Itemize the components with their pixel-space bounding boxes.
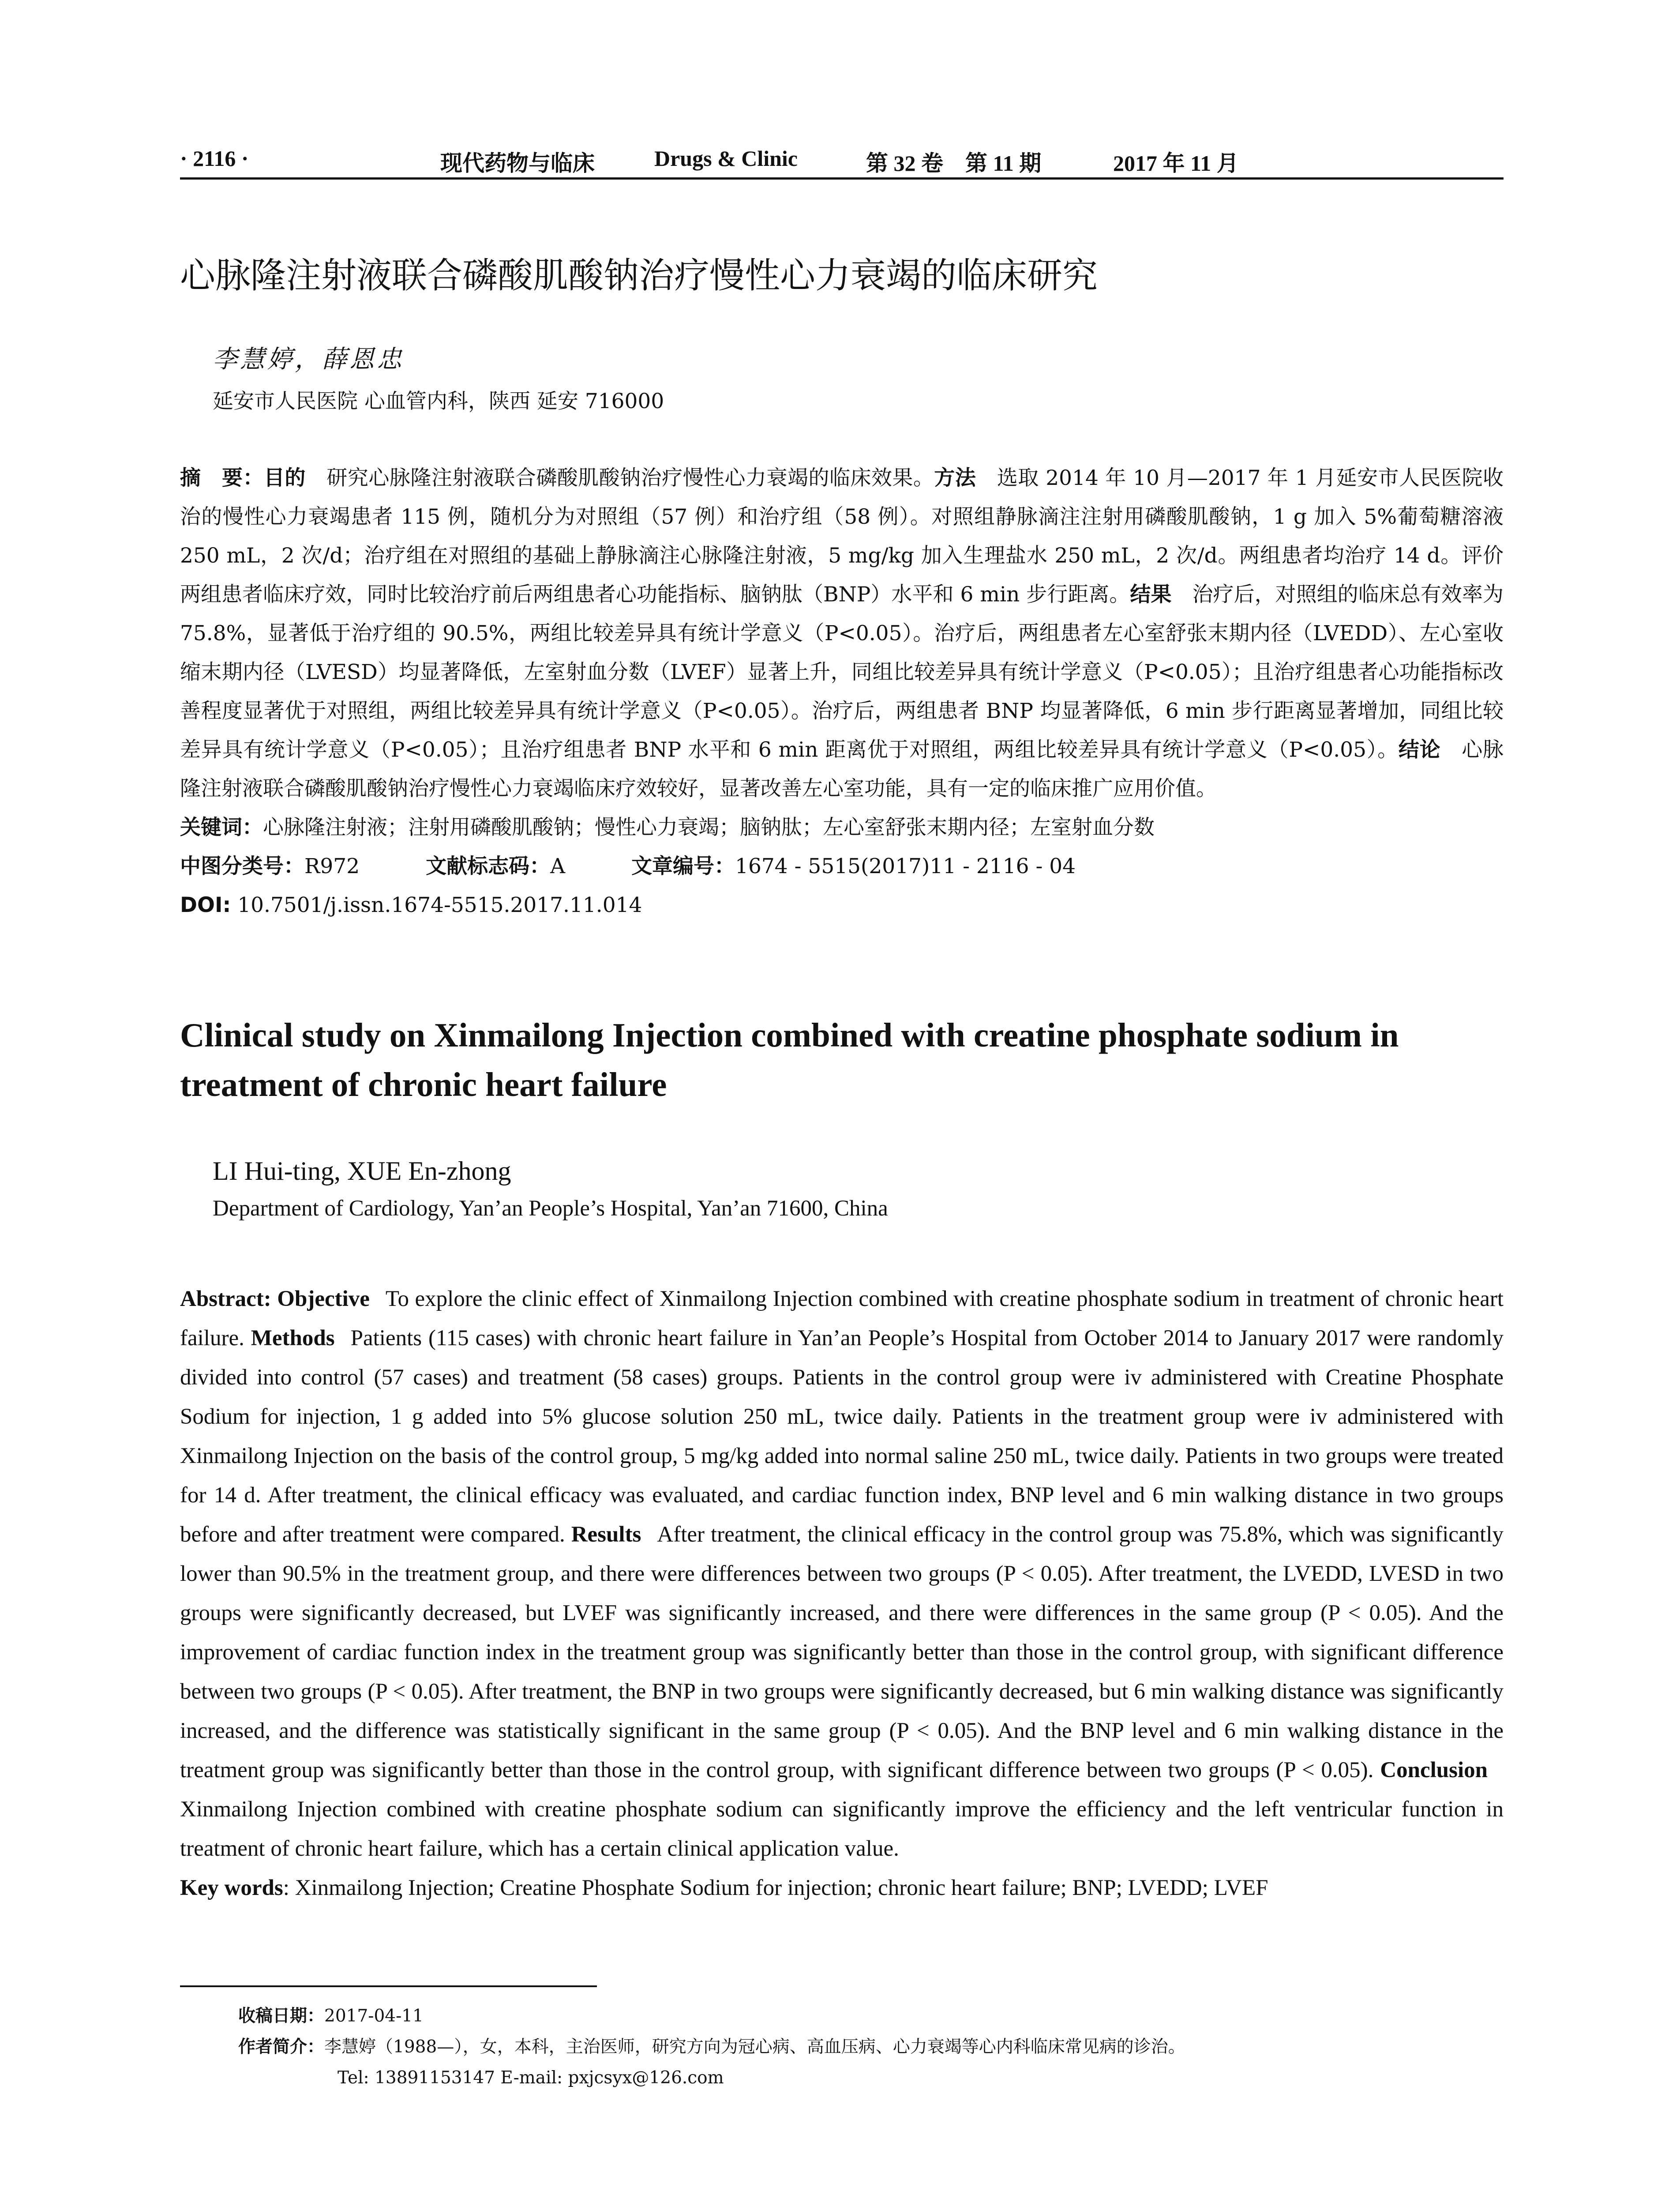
conclusion-text: 心脉隆注射液联合磷酸肌酸钠治疗慢性心力衰竭临床疗效较好，显著改善左心室功能，具有一定的临床推广应用价值。 bbox=[180, 738, 1504, 801]
journal-name-cn: 现代药物与临床 bbox=[440, 151, 595, 176]
article-number-value: 1674 - 5515(2017)11 - 2116 - 04 bbox=[735, 854, 1076, 878]
footnote-rule bbox=[180, 1985, 597, 1987]
chinese-abstract-block bbox=[180, 459, 1504, 925]
doi-label: DOI: bbox=[180, 893, 231, 917]
journal-name-en: Drugs & Clinic bbox=[654, 146, 798, 171]
contact-line: Tel: 13891153147 E-mail: pxjcsyx@126.com bbox=[338, 2068, 724, 2088]
english-keywords bbox=[180, 1868, 1504, 1908]
doi-value: 10.7501/j.issn.1674-5515.2017.11.014 bbox=[231, 893, 642, 917]
abstract-label: 摘 要： bbox=[180, 466, 264, 490]
clc-value: R972 bbox=[304, 854, 360, 878]
en-methods-label: Methods bbox=[251, 1326, 335, 1351]
english-authors: LI Hui-ting, XUE En-zhong bbox=[213, 1156, 511, 1186]
clc-label: 中图分类号： bbox=[180, 854, 304, 878]
en-methods-text: Patients (115 cases) with chronic heart failure in Yan’an People’s Hospital from October 2014 to January 2017 were randomly divided into control (57 cases) and treatment (58 cases) groups. Patients in the control group were iv administered with Creatine Phosphate Sodium for injection, 1 g added into 5% glucose solution 250 mL, twice daily. Patients in the treatment group were iv administered with Xinmailong Injection on the basis of the control group, 5 mg/kg added into normal saline 250 mL, twice daily. Patients in two groups were treated for 14 d. After treatment, the clinical efficacy was evaluated, and cardiac function index, BNP level and 6 min walking distance in two groups before and after treatment were compared. bbox=[180, 1326, 1504, 1547]
footnote bbox=[238, 2001, 1429, 2093]
bio-label: 作者简介： bbox=[238, 2037, 325, 2057]
en-keywords-label: Key words bbox=[180, 1876, 283, 1900]
en-objective-text: To explore the clinic effect of Xinmailong Injection combined with creatine phosphate sodium in treatment of chronic heart failure. bbox=[180, 1287, 1504, 1351]
en-results-text: After treatment, the clinical efficacy in the control group was 75.8%, which was significantly lower than 90.5% in the treatment group, and there were differences between two groups (P < 0.05). After treatment, the LVEDD, LVESD in two groups were significantly decreased, but LVEF was significantly increased, and there were differences in the same group (P < 0.05). And the improvement of cardiac function index in the treatment group was significantly better than those in the control group, with significant difference between two groups (P < 0.05). After treatment, the BNP in two groups were significantly decreased, but 6 min walking distance was significantly increased, and the difference was statistically significant in the same group (P < 0.05). And the BNP level and 6 min walking distance in the treatment group was significantly better than those in the control group, with significant difference between two groups (P < 0.05). bbox=[180, 1522, 1504, 1782]
english-affiliation: Department of Cardiology, Yan’an People’s Hospital, Yan’an 71600, China bbox=[213, 1196, 888, 1221]
doccode-value: A bbox=[550, 854, 566, 878]
received-label: 收稿日期： bbox=[238, 2006, 325, 2026]
english-abstract-block bbox=[180, 1279, 1504, 1908]
objective-text: 研究心脉隆注射液联合磷酸肌酸钠治疗慢性心力衰竭的临床效果。 bbox=[305, 466, 934, 490]
chinese-authors: 李慧婷，薛恩忠 bbox=[213, 345, 404, 374]
results-label: 结果 bbox=[1130, 582, 1172, 607]
results-text: 治疗后，对照组的临床总有效率为 75.8%，显著低于治疗组的 90.5%，两组比较差异具有统计学意义（P<0.05）。治疗后，两组患者左心室舒张末期内径（LVEDD）、左心室收缩末期内径（LVESD）均显著降低，左室射血分数（LVEF）显著上升，同组比较差异具有统计学意义（P<0.05）；且治疗组患者心功能指标改善程度显著优于对照组，两组比较差异具有统计学意义（P<0.05）。治疗后，两组患者 BNP 均显著降低，6 min 步行距离显著增加，同组比较差异具有统计学意义（P<0.05）；且治疗组患者 BNP 水平和 6 min 距离优于对照组，两组比较差异具有统计学意义（P<0.05）。 bbox=[180, 582, 1504, 762]
received-date-line bbox=[238, 2001, 1429, 2032]
english-abstract bbox=[180, 1279, 1504, 1868]
conclusion-label: 结论 bbox=[1398, 738, 1441, 762]
keywords-label: 关键词： bbox=[180, 815, 263, 840]
chinese-abstract bbox=[180, 459, 1504, 808]
en-abstract-label: Abstract: Objective bbox=[180, 1287, 370, 1311]
author-bio: 李慧婷（1988—），女，本科，主治医师，研究方向为冠心病、高血压病、心力衰竭等心内科临床常见病的诊治。 bbox=[324, 2037, 1185, 2057]
keywords-text: 心脉隆注射液；注射用磷酸肌酸钠；慢性心力衰竭；脑钠肽；左心室舒张末期内径；左室射血分数 bbox=[263, 815, 1155, 840]
objective-label: 目的 bbox=[263, 466, 306, 490]
doccode-label: 文献标志码： bbox=[426, 854, 551, 878]
classification-line bbox=[180, 847, 1504, 886]
en-conclusion-label: Conclusion bbox=[1380, 1758, 1488, 1782]
header-rule bbox=[180, 177, 1504, 180]
chinese-title: 心脉隆注射液联合磷酸肌酸钠治疗慢性心力衰竭的临床研究 bbox=[180, 255, 1098, 296]
volume-issue: 第 32 卷 第 11 期 bbox=[866, 151, 1042, 176]
issue-date: 2017 年 11 月 bbox=[1113, 151, 1239, 176]
english-title: Clinical study on Xinmailong Injection combined with creatine phosphate sodium in treatment of chronic heart failure bbox=[180, 1016, 1399, 1103]
methods-label: 方法 bbox=[934, 466, 976, 490]
running-header bbox=[180, 140, 1504, 180]
article-number-label: 文章编号： bbox=[631, 854, 735, 878]
en-conclusion-text: Xinmailong Injection combined with creatine phosphate sodium can significantly improve the efficiency and the left ventricular function in treatment of chronic heart failure, which has a certain clinical application value. bbox=[180, 1797, 1504, 1861]
author-bio-line bbox=[238, 2032, 1429, 2063]
doi-line bbox=[180, 886, 1504, 925]
chinese-affiliation: 延安市人民医院 心血管内科，陕西 延安 716000 bbox=[213, 389, 664, 413]
received-date: 2017-04-11 bbox=[324, 2006, 424, 2026]
chinese-keywords bbox=[180, 808, 1504, 847]
en-results-label: Results bbox=[571, 1522, 641, 1547]
en-keywords-text: : Xinmailong Injection; Creatine Phosphate Sodium for injection; chronic heart failure; BNP; LVEDD; LVEF bbox=[283, 1876, 1268, 1900]
page-number: · 2116 · bbox=[180, 146, 249, 171]
methods-text: 选取 2014 年 10 月—2017 年 1 月延安市人民医院收治的慢性心力衰竭患者 115 例，随机分为对照组（57 例）和治疗组（58 例）。对照组静脉滴注注射用磷酸肌酸钠，1 g 加入 5%葡萄糖溶液 250 mL，2 次/d；治疗组在对照组的基础上静脉滴注心脉隆注射液，5 mg/kg 加入生理盐水 250 mL，2 次/d。两组患者均治疗 14 d。评价两组患者临床疗效，同时比较治疗前后两组患者心功能指标、脑钠肽（BNP）水平和 6 min 步行距离。 bbox=[180, 466, 1504, 607]
